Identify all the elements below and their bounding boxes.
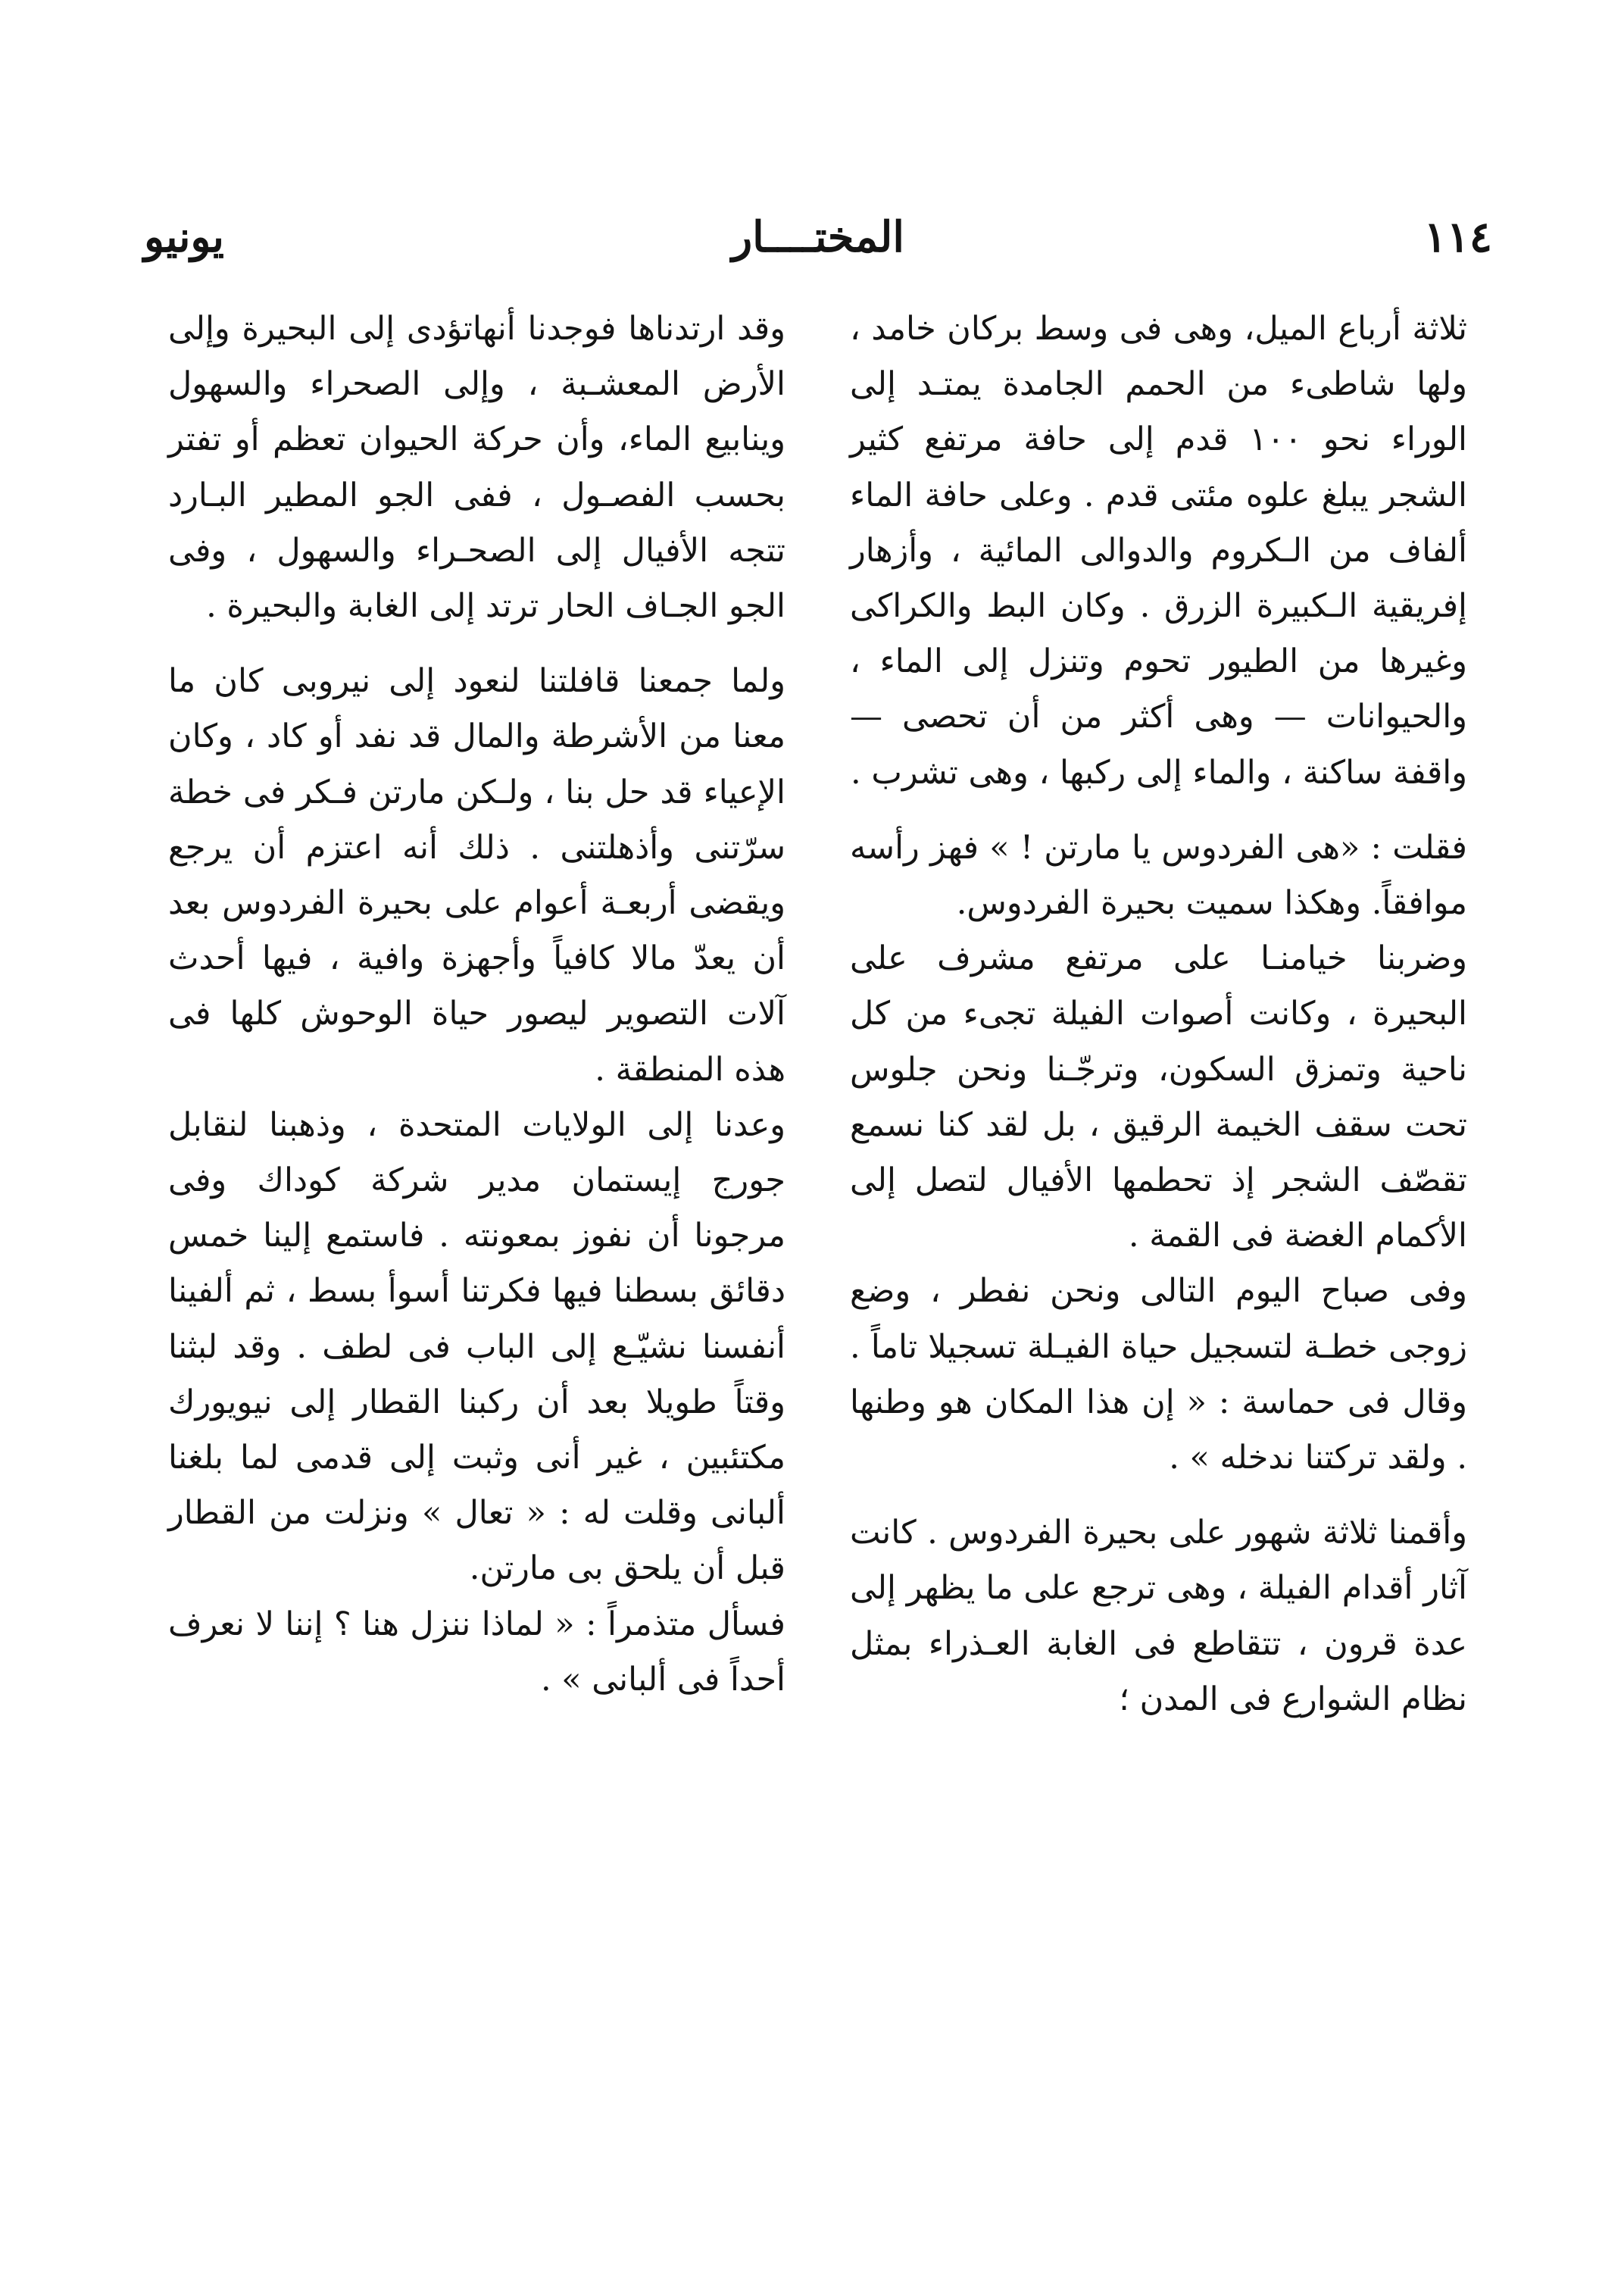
paragraph: فسأل متذمراً : « لماذا ننزل هنا ؟ إننا لا نعرف أحداً فى ألبانى » . xyxy=(168,1605,785,1699)
magazine-title: المختــــار xyxy=(732,212,904,262)
paragraph: وفى صباح اليوم التالى ونحن نفطر ، وضع زوجى خطـة لتسجيل حياة الفيـلة تسجيلا تاماً . وقال فى حماسة : « إن هذا المكان هو وطنها . ولقد تركتنا ندخله » . xyxy=(850,1272,1467,1477)
paragraph: وقد ارتدناها فوجدنا أنهاتؤدى إلى البحيرة وإلى الأرض المعشـبة ، وإلى الصحراء والسهول وينابيع الماء، وأن حركة الحيوان تعظم أو تفتر بحسب الفصـول ، ففى الجو المطير البـارد تتجه الأفيال إلى الصحـراء والسهول ، وفى الجو الجـاف الحار ترتد إلى الغابة والبحيرة . xyxy=(168,310,785,626)
paragraph: ولما جمعنا قافلتنا لنعود إلى نيروبى كان ما معنا من الأشرطة والمال قد نفد أو كاد ، وكان الإعياء قد حل بنا ، ولـكن مارتن فـكر فى خطة سرّتنى وأذهلتنى . ذلك أنه اعتزم أن يرجع ويقضى أربعـة أعوام على بحيرة الفردوس بعد أن يعدّ مالا كافياً وأجهزة وافية ، فيها أحدث آلات التصوير ليصور حياة الوحوش كلها فى هذه المنطقة . xyxy=(168,662,785,1089)
paragraph: ثلاثة أرباع الميل، وهى فى وسط بركان خامد ، ولها شاطىء من الحمم الجامدة يمتـد إلى الوراء نحو ١٠٠ قدم إلى حافة مرتفع كثير الشجر يبلغ علوه مئتى قدم . وعلى حافة الماء ألفاف من الـكروم والدوالى المائية ، وأزهار إفريقية الـكبيرة الزرق . وكان البط والكراكى وغيرها من الطيور تحوم وتنزل إلى الماء ، والحيوانات — وهى أكثر من أن تحصى — واقفة ساكنة ، والماء إلى ركبها ، وهى تشرب . xyxy=(850,310,1467,792)
running-header xyxy=(144,203,1492,271)
paragraph: وضربنا خيامنـا على مرتفع مشرف على البحيرة ، وكانت أصوات الفيلة تجىء من كل ناحية وتمزق السكون، وترجّـنا ونحن جلوس تحت سقف الخيمة الرقيق ، بل لقد كنا نسمع تقصّف الشجر إذ تحطمها الأفيال لتصل إلى الأكمام الغضة فى القمة . xyxy=(850,939,1467,1255)
issue-month: يونيو xyxy=(144,212,224,262)
text-column-left xyxy=(168,302,785,1708)
page-number: ١١٤ xyxy=(1423,212,1492,262)
paragraph: وعدنا إلى الولايات المتحدة ، وذهبنا لنقابل جورج إيستمان مدير شركة كوداك وفى مرجونا أن نفوز بمعونته . فاستمع إلينا خمس دقائق بسطنا فيها فكرتنا أسوأ بسط ، ثم ألفينا أنفسنا نشيّـع إلى الباب فى لطف . وقد لبثنا وقتاً طويلا بعد أن ركبنا القطار إلى نيويورك مكتئبين ، غير أنى وثبت إلى قدمى لما بلغنا ألبانى وقلت له : « تعال » ونزلت من القطار قبل أن يلحق بى مارتن. xyxy=(168,1105,785,1588)
text-column-right xyxy=(850,302,1467,1727)
paragraph: وأقمنا ثلاثة شهور على بحيرة الفردوس . كانت آثار أقدام الفيلة ، وهى ترجع على ما يظهر إلى عدة قرون ، تتقاطع فى الغابة العـذراء بمثل نظام الشوارع فى المدن ؛ xyxy=(850,1514,1467,1718)
paragraph: فقلت : «هى الفردوس يا مارتن ! » فهز رأسه موافقاً. وهكذا سميت بحيرة الفردوس. xyxy=(850,828,1467,923)
